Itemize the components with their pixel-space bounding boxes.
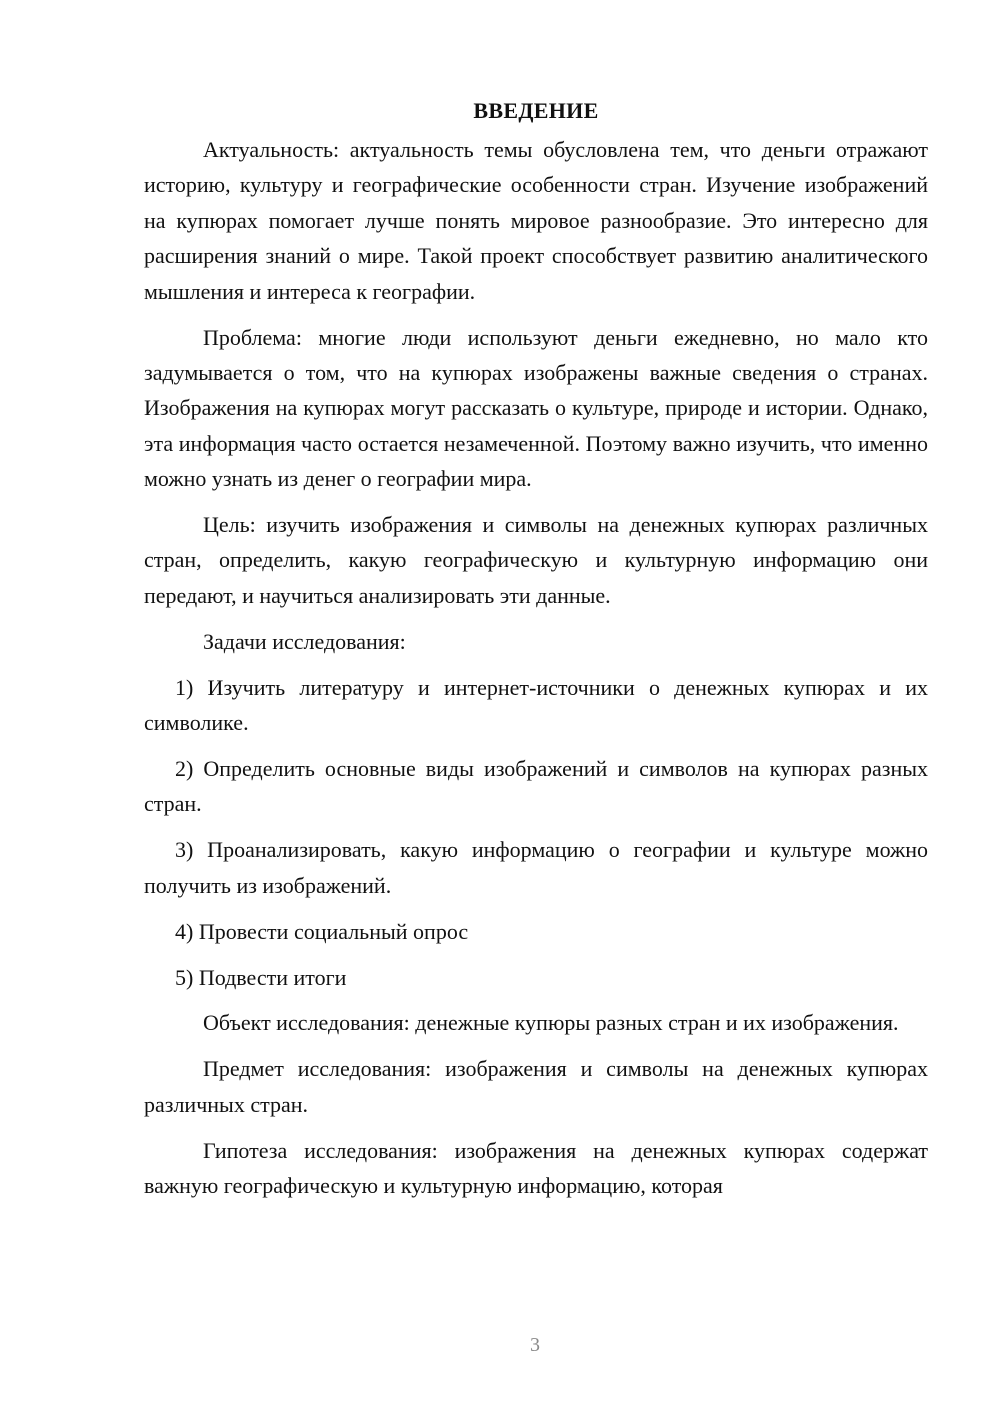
tasks-heading: Задачи исследования:: [203, 628, 406, 654]
task-item-3: 3) Проанализировать, какую информацию о географии и культуре можно получить из изображений.: [144, 837, 928, 898]
paragraph-object: Объект исследования: денежные купюры разных стран и их изображения.: [203, 1010, 899, 1036]
section-title: ВВЕДЕНИЕ: [473, 98, 599, 123]
paragraph-relevance: Актуальность: актуальность темы обусловлена тем, что деньги отражают историю, культуру и географические особенности стран. Изучение изображений на купюрах помогает лучше понять мировое разнообразие. Это интересно для расширения знаний о мире. Такой проект способствует развитию аналитического мышления и интереса к географии.: [144, 137, 928, 304]
paragraph-hypothesis: Гипотеза исследования: изображения на денежных купюрах содержат важную географическую и культурную информацию, которая: [144, 1137, 928, 1199]
paragraph-goal: Цель: изучить изображения и символы на денежных купюрах различных стран, определить, какую географическую и культурную информацию они передают, и научиться анализировать эти данные.: [144, 512, 928, 608]
task-item-1: 1) Изучить литературу и интернет-источники о денежных купюрах и их символике.: [144, 674, 928, 736]
paragraph-subject: Предмет исследования: изображения и символы на денежных купюрах различных стран.: [144, 1056, 928, 1117]
page-number: 3: [530, 1334, 540, 1356]
task-item-4: 4) Провести социальный опрос: [175, 918, 469, 944]
paragraph-problem: Проблема: многие люди используют деньги ежедневно, но мало кто задумывается о том, что на купюрах изображены важные сведения о странах. Изображения на купюрах могут рассказать о культуре, природе и истории. Однако, эта информация часто остается незамеченной. Поэтому важно изучить, что именно можно узнать из денег о географии мира.: [144, 324, 928, 492]
page-content: [144, 93, 928, 1214]
task-item-2: 2) Определить основные виды изображений и символов на купюрах разных стран.: [144, 756, 928, 817]
task-item-5: 5) Подвести итоги: [175, 964, 347, 990]
